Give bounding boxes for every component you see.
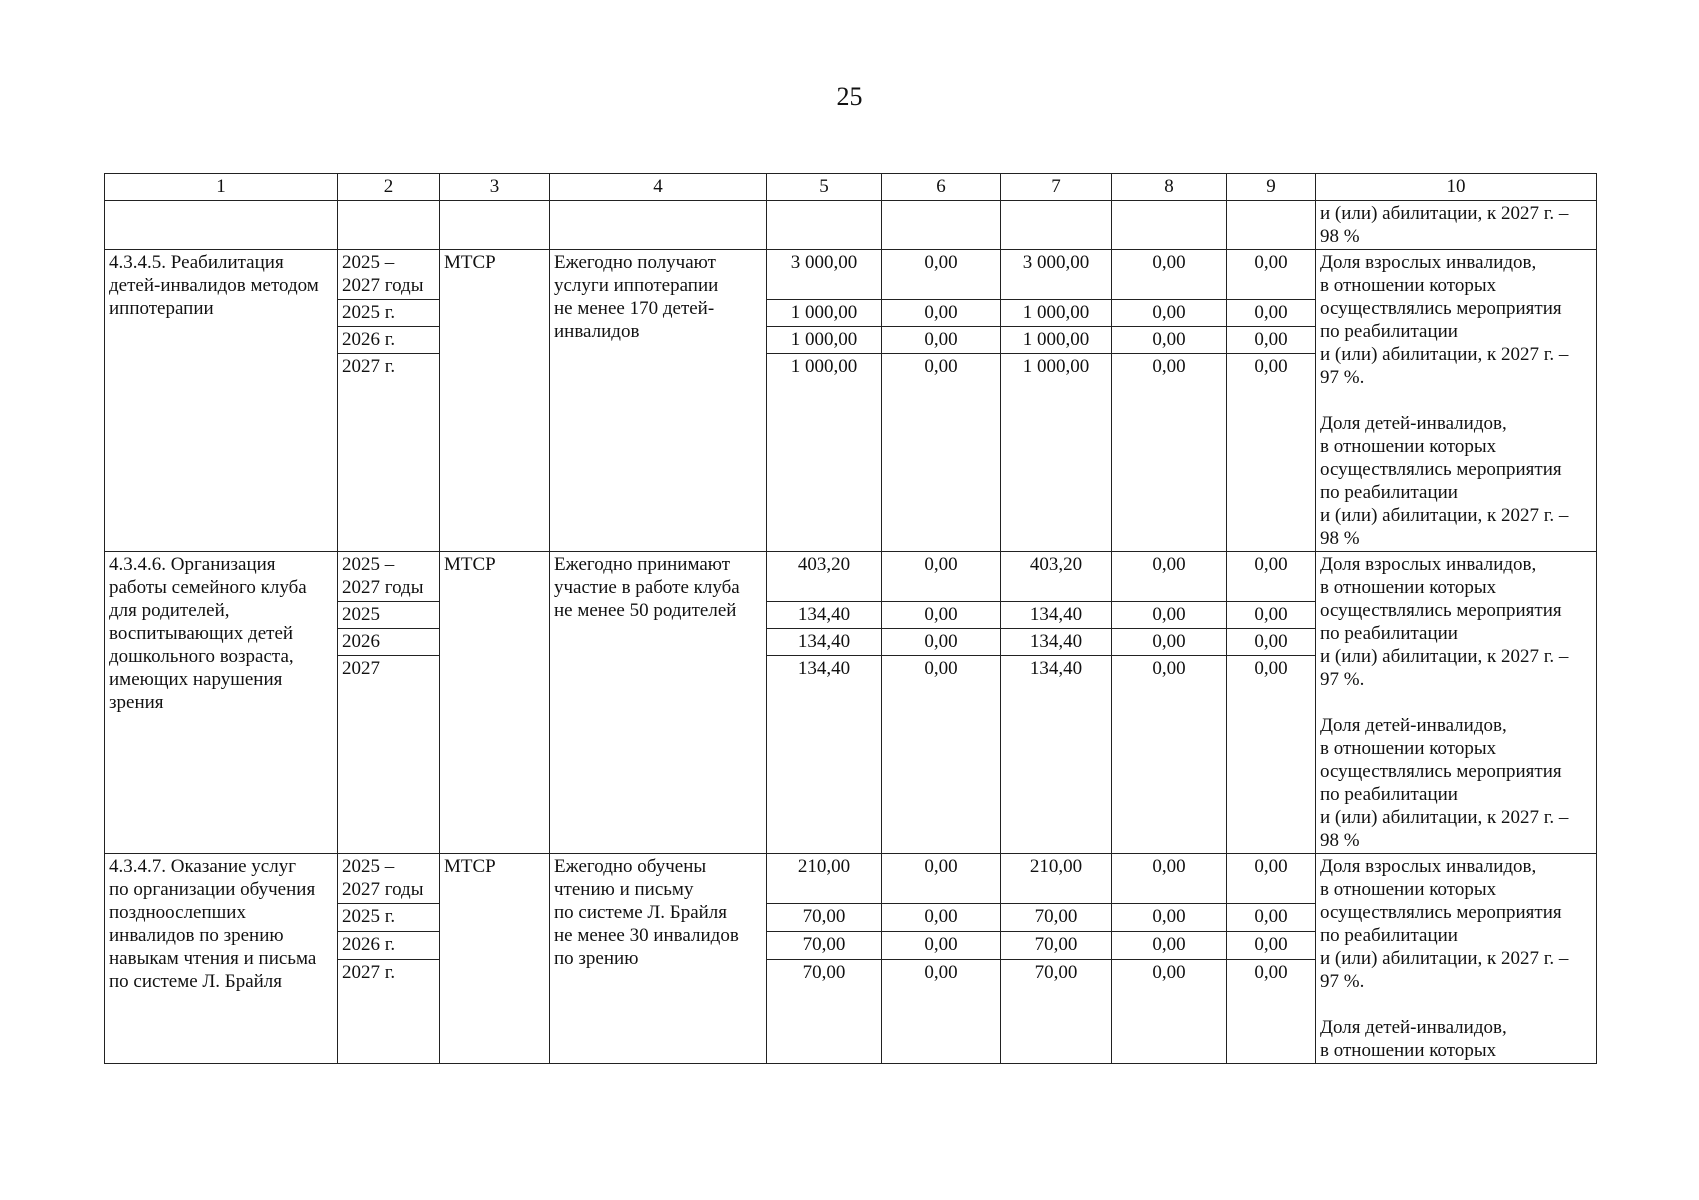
- amount-c8: 0,00: [1112, 629, 1227, 656]
- amount-c9: 0,00: [1227, 904, 1316, 932]
- column-number: 10: [1316, 174, 1597, 201]
- amount-c5: 210,00: [767, 854, 882, 904]
- amount-c5: 70,00: [767, 960, 882, 1064]
- empty-cell: [550, 201, 767, 250]
- amount-c5: 1 000,00: [767, 327, 882, 354]
- column-number: 8: [1112, 174, 1227, 201]
- column-number: 3: [440, 174, 550, 201]
- amount-c7: 403,20: [1001, 552, 1112, 602]
- amount-c6: 0,00: [882, 354, 1001, 552]
- period-cell: 2026 г.: [338, 932, 440, 960]
- amount-c6: 0,00: [882, 299, 1001, 326]
- amount-c9: 0,00: [1227, 354, 1316, 552]
- period-cell: 2027 г.: [338, 960, 440, 1064]
- amount-c8: 0,00: [1112, 932, 1227, 960]
- amount-c9: 0,00: [1227, 601, 1316, 628]
- amount-c9: 0,00: [1227, 327, 1316, 354]
- amount-c8: 0,00: [1112, 601, 1227, 628]
- amount-c5: 1 000,00: [767, 354, 882, 552]
- amount-c5: 1 000,00: [767, 299, 882, 326]
- amount-c6: 0,00: [882, 601, 1001, 628]
- amount-c9: 0,00: [1227, 552, 1316, 602]
- amount-c6: 0,00: [882, 904, 1001, 932]
- amount-c5: 70,00: [767, 904, 882, 932]
- amount-c6: 0,00: [882, 932, 1001, 960]
- amount-c7: 134,40: [1001, 601, 1112, 628]
- measure-name: 4.3.4.6. Организация работы семейного клуба для родителей, воспитывающих детей дошкольного возраста, имеющих нарушения зрения: [105, 552, 338, 854]
- amount-c6: 0,00: [882, 250, 1001, 300]
- amount-c8: 0,00: [1112, 299, 1227, 326]
- amount-c8: 0,00: [1112, 960, 1227, 1064]
- amount-c6: 0,00: [882, 327, 1001, 354]
- column-number: 2: [338, 174, 440, 201]
- column-number-row: [105, 174, 1597, 201]
- empty-cell: [882, 201, 1001, 250]
- amount-c7: 70,00: [1001, 932, 1112, 960]
- column-number: 7: [1001, 174, 1112, 201]
- measure-name: 4.3.4.5. Реабилитация детей-инвалидов методом иппотерапии: [105, 250, 338, 552]
- period-cell: 2025 г.: [338, 299, 440, 326]
- amount-c8: 0,00: [1112, 250, 1227, 300]
- amount-c9: 0,00: [1227, 250, 1316, 300]
- table-row: [105, 552, 1597, 602]
- amount-c5: 134,40: [767, 629, 882, 656]
- indicator-cell: Доля взрослых инвалидов, в отношении которых осуществлялись мероприятия по реабилитации и (или) абилитации, к 2027 г. – 97 %. Доля детей-инвалидов, в отношении которых: [1316, 854, 1597, 1064]
- amount-c6: 0,00: [882, 960, 1001, 1064]
- empty-cell: [767, 201, 882, 250]
- period-cell: 2025 г.: [338, 904, 440, 932]
- empty-cell: [1001, 201, 1112, 250]
- indicator-cell: Доля взрослых инвалидов, в отношении которых осуществлялись мероприятия по реабилитации и (или) абилитации, к 2027 г. – 97 %. Доля детей-инвалидов, в отношении которых осуществлялись мероприятия по реабилитации и (или) абилитации, к 2027 г. – 98 %: [1316, 250, 1597, 552]
- amount-c5: 134,40: [767, 656, 882, 854]
- page-number: 25: [836, 82, 863, 111]
- amount-c6: 0,00: [882, 629, 1001, 656]
- table-row: [105, 854, 1597, 904]
- amount-c6: 0,00: [882, 656, 1001, 854]
- column-number: 1: [105, 174, 338, 201]
- indicator-continuation: и (или) абилитации, к 2027 г. – 98 %: [1316, 201, 1597, 250]
- period-cell: 2027: [338, 656, 440, 854]
- amount-c5: 403,20: [767, 552, 882, 602]
- column-number: 6: [882, 174, 1001, 201]
- amount-c9: 0,00: [1227, 629, 1316, 656]
- amount-c7: 134,40: [1001, 656, 1112, 854]
- measure-name: 4.3.4.7. Оказание услуг по организации обучения поздноослепших инвалидов по зрению навыкам чтения и письма по системе Л. Брайля: [105, 854, 338, 1064]
- executor-cell: МТСР: [440, 250, 550, 552]
- result-cell: Ежегодно обучены чтению и письму по системе Л. Брайля не менее 30 инвалидов по зрению: [550, 854, 767, 1064]
- amount-c7: 70,00: [1001, 904, 1112, 932]
- amount-c7: 3 000,00: [1001, 250, 1112, 300]
- indicator-cell: Доля взрослых инвалидов, в отношении которых осуществлялись мероприятия по реабилитации и (или) абилитации, к 2027 г. – 97 %. Доля детей-инвалидов, в отношении которых осуществлялись мероприятия по реабилитации и (или) абилитации, к 2027 г. – 98 %: [1316, 552, 1597, 854]
- empty-cell: [105, 201, 338, 250]
- amount-c6: 0,00: [882, 854, 1001, 904]
- amount-c7: 210,00: [1001, 854, 1112, 904]
- amount-c7: 134,40: [1001, 629, 1112, 656]
- period-cell: 2025 – 2027 годы: [338, 854, 440, 904]
- result-cell: Ежегодно получают услуги иппотерапии не менее 170 детей- инвалидов: [550, 250, 767, 552]
- column-number: 5: [767, 174, 882, 201]
- executor-cell: МТСР: [440, 552, 550, 854]
- amount-c6: 0,00: [882, 552, 1001, 602]
- amount-c7: 1 000,00: [1001, 299, 1112, 326]
- continuation-row: [105, 201, 1597, 250]
- amount-c9: 0,00: [1227, 656, 1316, 854]
- amount-c7: 1 000,00: [1001, 354, 1112, 552]
- period-cell: 2027 г.: [338, 354, 440, 552]
- executor-cell: МТСР: [440, 854, 550, 1064]
- period-cell: 2026 г.: [338, 327, 440, 354]
- amount-c5: 134,40: [767, 601, 882, 628]
- amount-c9: 0,00: [1227, 854, 1316, 904]
- empty-cell: [1112, 201, 1227, 250]
- period-cell: 2025 – 2027 годы: [338, 250, 440, 300]
- amount-c7: 70,00: [1001, 960, 1112, 1064]
- amount-c9: 0,00: [1227, 299, 1316, 326]
- amount-c5: 3 000,00: [767, 250, 882, 300]
- amount-c8: 0,00: [1112, 854, 1227, 904]
- amount-c7: 1 000,00: [1001, 327, 1112, 354]
- amount-c8: 0,00: [1112, 327, 1227, 354]
- amount-c9: 0,00: [1227, 932, 1316, 960]
- amount-c8: 0,00: [1112, 354, 1227, 552]
- result-cell: Ежегодно принимают участие в работе клуба не менее 50 родителей: [550, 552, 767, 854]
- period-cell: 2026: [338, 629, 440, 656]
- amount-c8: 0,00: [1112, 552, 1227, 602]
- column-number: 9: [1227, 174, 1316, 201]
- empty-cell: [440, 201, 550, 250]
- table-row: [105, 250, 1597, 300]
- empty-cell: [1227, 201, 1316, 250]
- measures-table: [104, 173, 1597, 1064]
- amount-c5: 70,00: [767, 932, 882, 960]
- column-number: 4: [550, 174, 767, 201]
- amount-c8: 0,00: [1112, 904, 1227, 932]
- empty-cell: [338, 201, 440, 250]
- amount-c9: 0,00: [1227, 960, 1316, 1064]
- period-cell: 2025 – 2027 годы: [338, 552, 440, 602]
- amount-c8: 0,00: [1112, 656, 1227, 854]
- period-cell: 2025: [338, 601, 440, 628]
